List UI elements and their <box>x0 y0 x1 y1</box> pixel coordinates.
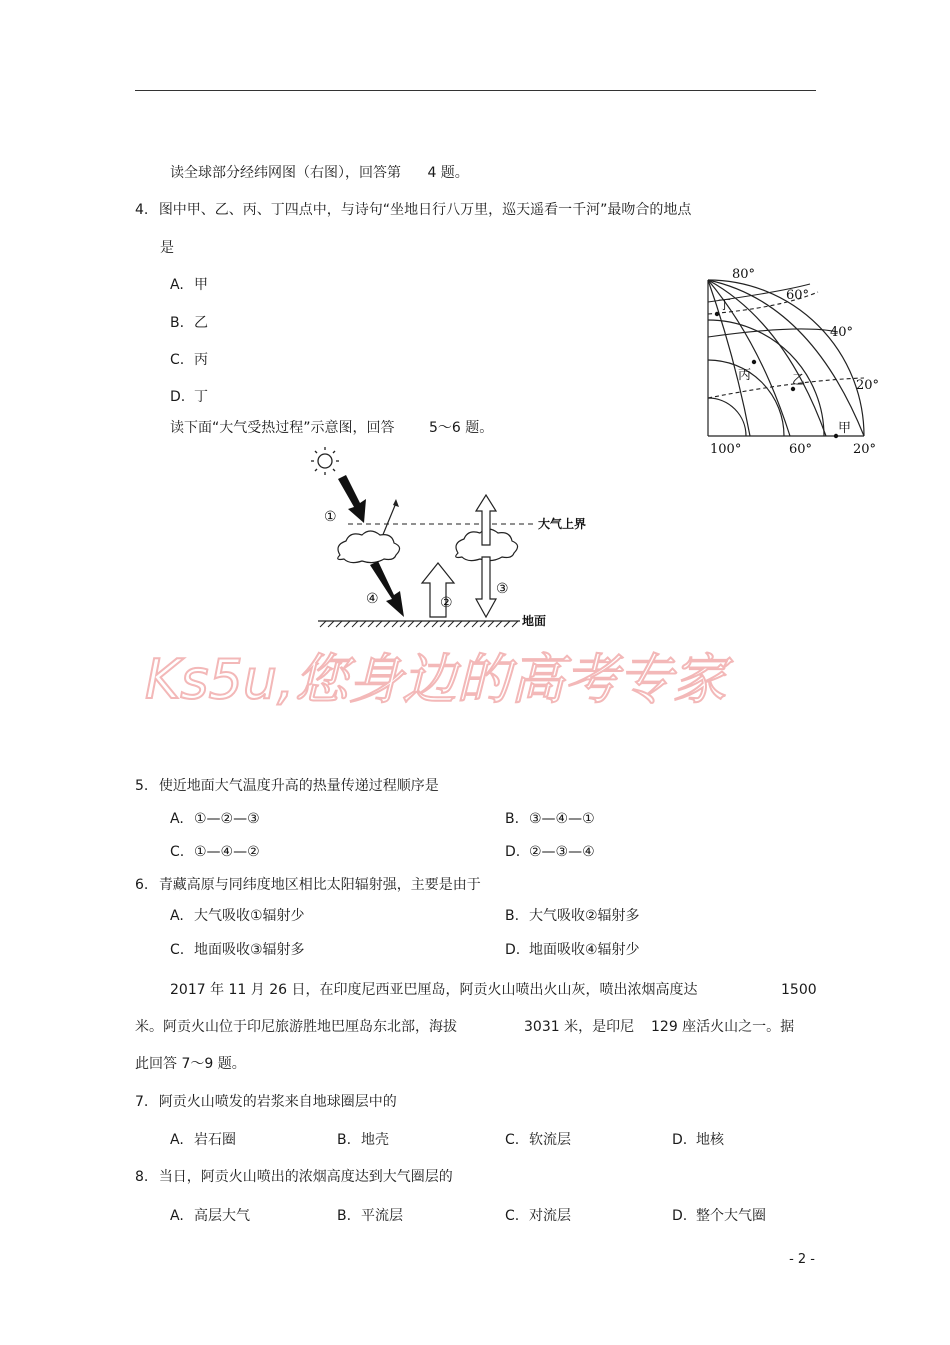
option-letter: D. <box>170 389 186 405</box>
option-letter: A. <box>170 1132 184 1148</box>
header-rule <box>135 90 816 91</box>
lon-label-20: 20° <box>853 442 877 457</box>
intro-q4-text: 读全球部分经纬网图（右图），回答第 <box>170 165 401 181</box>
option-letter: B. <box>337 1132 352 1148</box>
q4-option-b[interactable] <box>170 314 208 332</box>
atmosphere-heating-diagram <box>300 445 587 635</box>
option-text: 地核 <box>696 1132 724 1148</box>
passage-line-3: 此回答 7～9 题。 <box>135 1056 246 1072</box>
option-text: 地面吸收③辐射多 <box>194 942 305 958</box>
option-text: 甲 <box>194 277 208 293</box>
question-number: 5. <box>135 778 149 794</box>
option-letter: C. <box>170 942 185 958</box>
lon-label-100: 100° <box>710 442 742 457</box>
passage-line-2a: 米。阿贡火山位于印尼旅游胜地巴厘岛东北部，海拔 <box>135 1019 457 1035</box>
option-text: 大气吸收②辐射多 <box>529 908 640 924</box>
lat-label-40: 40° <box>830 325 854 340</box>
question-number: 6. <box>135 877 149 893</box>
q5-option-a[interactable] <box>170 810 260 828</box>
lon-label-60: 60° <box>789 442 813 457</box>
option-text: 地壳 <box>361 1132 389 1148</box>
option-text: 整个大气圈 <box>696 1208 766 1224</box>
q6-option-d[interactable] <box>505 941 640 959</box>
q7-option-d[interactable] <box>672 1131 724 1149</box>
question-5-stem <box>135 777 439 795</box>
question-text: 阿贡火山喷发的岩浆来自地球圈层中的 <box>158 1094 397 1110</box>
watermark-text: Ks5u,您身边的高考专家 <box>145 648 727 711</box>
option-text: 乙 <box>194 315 208 331</box>
option-letter: B. <box>170 315 185 331</box>
question-6-stem <box>135 876 481 894</box>
q5-option-d[interactable] <box>505 843 595 861</box>
option-letter: B. <box>505 811 520 827</box>
q7-option-b[interactable] <box>337 1131 389 1149</box>
option-letter: A. <box>170 908 184 924</box>
lat-label-20: 20° <box>856 378 880 393</box>
question-number: 4. <box>135 202 149 218</box>
option-text: 大气吸收①辐射少 <box>194 908 305 924</box>
option-letter: D. <box>505 844 521 860</box>
option-letter: C. <box>170 844 185 860</box>
q4-option-a[interactable] <box>170 276 208 294</box>
lat-label-60: 60° <box>786 288 810 303</box>
watermark <box>145 640 805 720</box>
q6-option-c[interactable] <box>170 941 305 959</box>
passage-line-1-number: 1500 <box>781 982 817 998</box>
option-letter: B. <box>505 908 520 924</box>
question-text: 青藏高原与同纬度地区相比太阳辐射强，主要是由于 <box>158 877 481 893</box>
q8-option-c[interactable] <box>505 1207 571 1225</box>
point-label-jia: 甲 <box>838 421 852 436</box>
passage-line-1: 2017 年 11 月 26 日，在印度尼西亚巴厘岛，阿贡火山喷出火山灰，喷出浓烟高度达 <box>170 982 698 998</box>
option-letter: A. <box>170 1208 184 1224</box>
question-4-stem <box>135 201 691 219</box>
q7-option-a[interactable] <box>170 1131 236 1149</box>
intro-q5-6 <box>170 419 493 437</box>
q8-option-b[interactable] <box>337 1207 403 1225</box>
question-7-stem <box>135 1093 397 1111</box>
question-4-stem-continued: 是 <box>160 240 174 256</box>
option-text: 对流层 <box>529 1208 571 1224</box>
marker-1: ① <box>324 509 337 525</box>
q7-option-c[interactable] <box>505 1131 571 1149</box>
option-letter: A. <box>170 277 184 293</box>
intro-q4-num: 4 题。 <box>427 165 469 181</box>
passage-line-2b: 3031 米，是印尼 <box>524 1019 635 1035</box>
q5-option-c[interactable] <box>170 843 260 861</box>
intro-q4 <box>170 164 469 182</box>
point-label-ding: 丁 <box>718 298 732 313</box>
top-of-atmosphere-label: 大气上界 <box>538 517 587 531</box>
question-8-stem <box>135 1168 453 1186</box>
intro-q56-text: 读下面“大气受热过程”示意图，回答 <box>170 420 395 436</box>
point-label-bing: 丙 <box>738 368 752 383</box>
q8-option-a[interactable] <box>170 1207 250 1225</box>
question-number: 8. <box>135 1169 149 1185</box>
option-text: ②—③—④ <box>529 844 595 860</box>
marker-2: ② <box>440 595 453 611</box>
option-text: 平流层 <box>361 1208 403 1224</box>
option-text: 软流层 <box>529 1132 571 1148</box>
page-number: - 2 - <box>789 1252 815 1267</box>
option-text: ③—④—① <box>529 811 595 827</box>
question-text: 当日，阿贡火山喷出的浓烟高度达到大气圈层的 <box>158 1169 453 1185</box>
option-letter: D. <box>672 1132 688 1148</box>
intro-q56-num: 5～6 题。 <box>428 420 494 436</box>
sun-icon <box>311 447 339 475</box>
option-text: 地面吸收④辐射少 <box>529 942 640 958</box>
option-text: ①—②—③ <box>194 811 260 827</box>
option-letter: C. <box>505 1208 520 1224</box>
marker-4: ④ <box>366 591 379 607</box>
option-text: 丙 <box>194 352 208 368</box>
q6-option-a[interactable] <box>170 907 305 925</box>
option-letter: D. <box>505 942 521 958</box>
option-text: 岩石圈 <box>194 1132 236 1148</box>
question-text: 图中甲、乙、丙、丁四点中，与诗句“坐地日行八万里，巡天遥看一千河”最吻合的地点 <box>158 202 692 218</box>
marker-3: ③ <box>496 581 509 597</box>
point-label-yi: 乙 <box>792 373 806 388</box>
option-letter: D. <box>672 1208 688 1224</box>
option-text: ①—④—② <box>194 844 260 860</box>
question-text: 使近地面大气温度升高的热量传递过程顺序是 <box>158 778 439 794</box>
option-letter: B. <box>337 1208 352 1224</box>
option-letter: C. <box>505 1132 520 1148</box>
q4-option-d[interactable] <box>170 388 208 406</box>
option-letter: C. <box>170 352 185 368</box>
q6-option-b[interactable] <box>505 907 640 925</box>
latitude-longitude-grid-map <box>690 262 890 462</box>
passage-line-2c: 129 座活火山之一。据 <box>651 1019 795 1035</box>
lat-label-80: 80° <box>732 267 756 282</box>
q5-option-b[interactable] <box>505 810 595 828</box>
question-number: 7. <box>135 1094 149 1110</box>
q8-option-d[interactable] <box>672 1207 766 1225</box>
q4-option-c[interactable] <box>170 351 208 369</box>
option-text: 丁 <box>194 389 208 405</box>
option-text: 高层大气 <box>194 1208 250 1224</box>
option-letter: A. <box>170 811 184 827</box>
ground-label: 地面 <box>522 614 547 628</box>
